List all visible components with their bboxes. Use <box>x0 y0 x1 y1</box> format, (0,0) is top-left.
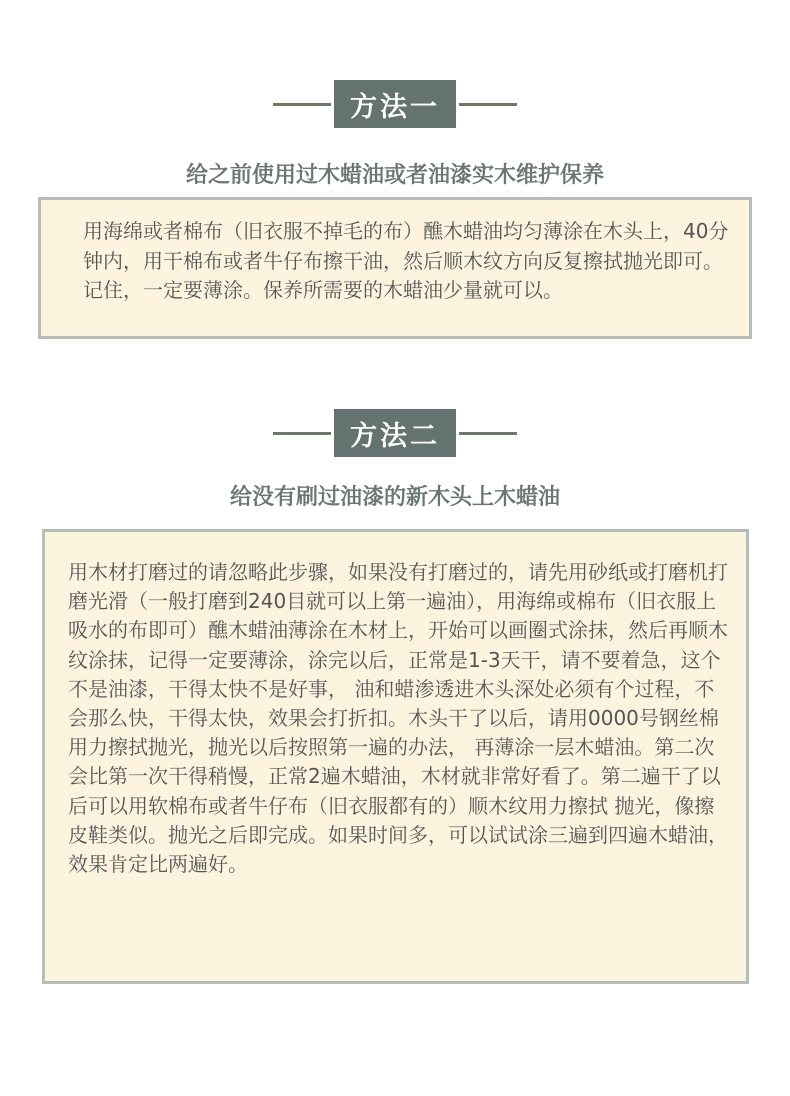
heading-rule-right <box>459 432 517 435</box>
heading-rule-left <box>273 432 331 435</box>
method-2-heading <box>0 408 790 458</box>
method-1-badge: 方法一 <box>334 80 456 128</box>
method-1-body: 用海绵或者棉布（旧衣服不掉毛的布）醮木蜡油均匀薄涂在木头上，40分钟内，用干棉布或者牛仔布擦干油，然后顺木纹方向反复擦拭抛光即可。记住，一定要薄涂。保养所需要的木蜡油少量就可以。 <box>83 219 729 302</box>
method-2-badge: 方法二 <box>334 409 456 457</box>
method-2-content-box <box>42 529 749 984</box>
method-1-content-box <box>38 197 752 339</box>
method-2-subtitle: 给没有刷过油漆的新木头上木蜡油 <box>229 485 560 510</box>
method-1-heading <box>0 79 790 129</box>
heading-rule-right <box>459 103 517 106</box>
method-2-body: 用木材打磨过的请忽略此步骤，如果没有打磨过的，请先用砂纸或打磨机打磨光滑（一般打磨到240目就可以上第一遍油），用海绵或棉布（旧衣服上吸水的布即可）醮木蜡油薄涂在木材上，开始可以画圈式涂抹，然后再顺木纹涂抹，记得一定要薄涂，涂完以后，正常是1-3天干，请不要着急，这个不是油漆，干得太快不是好事， 油和蜡渗透进木头深处必须有个过程，不会那么快，干得太快，效果会打折扣。木头干了以后，请用0000号钢丝棉用力擦拭抛光，抛光以后按照第一遍的办法， 再薄涂一层木蜡油。第二次会比第一次干得稍慢，正常2遍木蜡油，木材就非常好看了。第二遍干了以后可以用软棉布或者牛仔布（旧衣服都有的）顺木纹用力擦拭 抛光，像擦皮鞋类似。抛光之后即完成。如果时间多，可以试试涂三遍到四遍木蜡油，效果肯定比两遍好。 <box>68 560 728 877</box>
method-1-subtitle: 给之前使用过木蜡油或者油漆实木维护保养 <box>185 163 604 188</box>
heading-rule-left <box>273 103 331 106</box>
